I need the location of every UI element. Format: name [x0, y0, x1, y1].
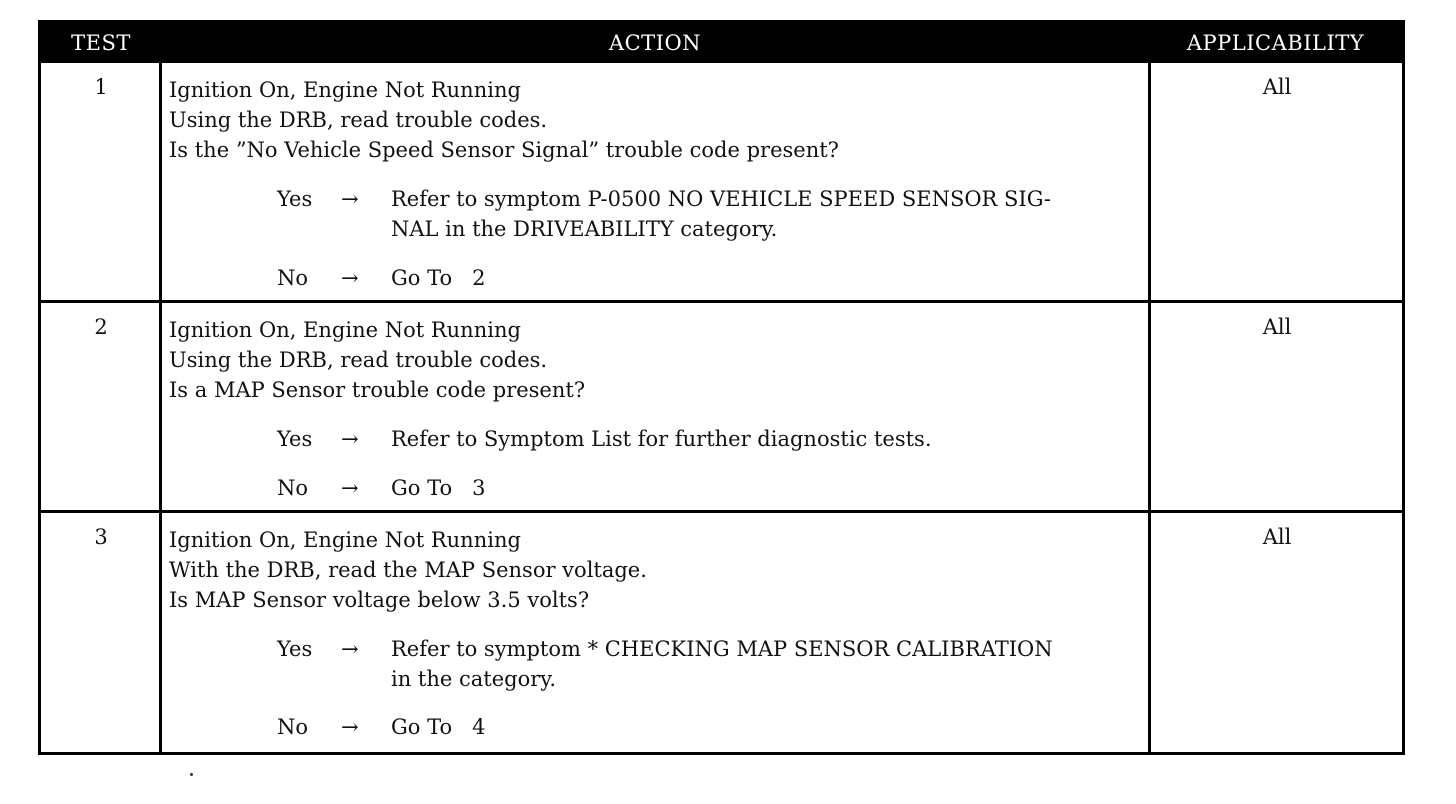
no-text: Go To 3: [391, 476, 486, 500]
action-line: Ignition On, Engine Not Running: [169, 318, 521, 342]
action-line: Using the DRB, read trouble codes.: [169, 348, 548, 372]
column-divider: [159, 63, 162, 752]
header-test: TEST: [71, 31, 131, 55]
arrow-icon: →: [341, 187, 359, 211]
action-line: Is the ”No Vehicle Speed Sensor Signal” trouble code present?: [169, 138, 839, 162]
header-applicability: APPLICABILITY: [1186, 31, 1365, 55]
action-steps: [169, 525, 1149, 615]
arrow-icon: →: [341, 715, 359, 739]
applicability-value: All: [1262, 315, 1292, 339]
applicability-value: All: [1262, 525, 1292, 549]
yes-text: Refer to symptom * CHECKING MAP SENSOR CALIBRATION: [391, 637, 1053, 661]
test-number: 3: [94, 525, 108, 549]
action-steps: [169, 75, 1149, 165]
action-line: Using the DRB, read trouble codes.: [169, 108, 548, 132]
action-steps: [169, 315, 1149, 405]
action-line: Ignition On, Engine Not Running: [169, 78, 521, 102]
no-text: Go To 2: [391, 266, 486, 290]
no-text: Go To 4: [391, 715, 486, 739]
test-number: 2: [94, 315, 108, 339]
yes-label: Yes: [277, 427, 313, 451]
no-label: No: [277, 476, 309, 500]
yes-text: Refer to symptom P-0500 NO VEHICLE SPEED SENSOR SIG-: [391, 187, 1051, 211]
action-line: Is MAP Sensor voltage below 3.5 volts?: [169, 588, 590, 612]
row-divider: [41, 510, 1402, 513]
arrow-icon: →: [341, 476, 359, 500]
applicability-value: All: [1262, 75, 1292, 99]
action-line: Ignition On, Engine Not Running: [169, 528, 521, 552]
action-line: With the DRB, read the MAP Sensor voltage.: [169, 558, 647, 582]
table-header: [41, 23, 1402, 63]
arrow-icon: →: [341, 427, 359, 451]
diagnostic-test-table: [38, 20, 1405, 755]
no-label: No: [277, 715, 309, 739]
no-label: No: [277, 266, 309, 290]
yes-text: Refer to Symptom List for further diagnostic tests.: [391, 427, 932, 451]
column-divider: [1148, 63, 1151, 752]
stray-dot: [190, 773, 193, 776]
yes-text-continued: NAL in the DRIVEABILITY category.: [391, 217, 778, 241]
action-line: Is a MAP Sensor trouble code present?: [169, 378, 586, 402]
arrow-icon: →: [341, 637, 359, 661]
row-divider: [41, 300, 1402, 303]
yes-text-continued: in the category.: [391, 667, 557, 691]
arrow-icon: →: [341, 266, 359, 290]
test-number: 1: [94, 75, 108, 99]
header-action: ACTION: [608, 31, 702, 55]
yes-label: Yes: [277, 187, 313, 211]
yes-label: Yes: [277, 637, 313, 661]
